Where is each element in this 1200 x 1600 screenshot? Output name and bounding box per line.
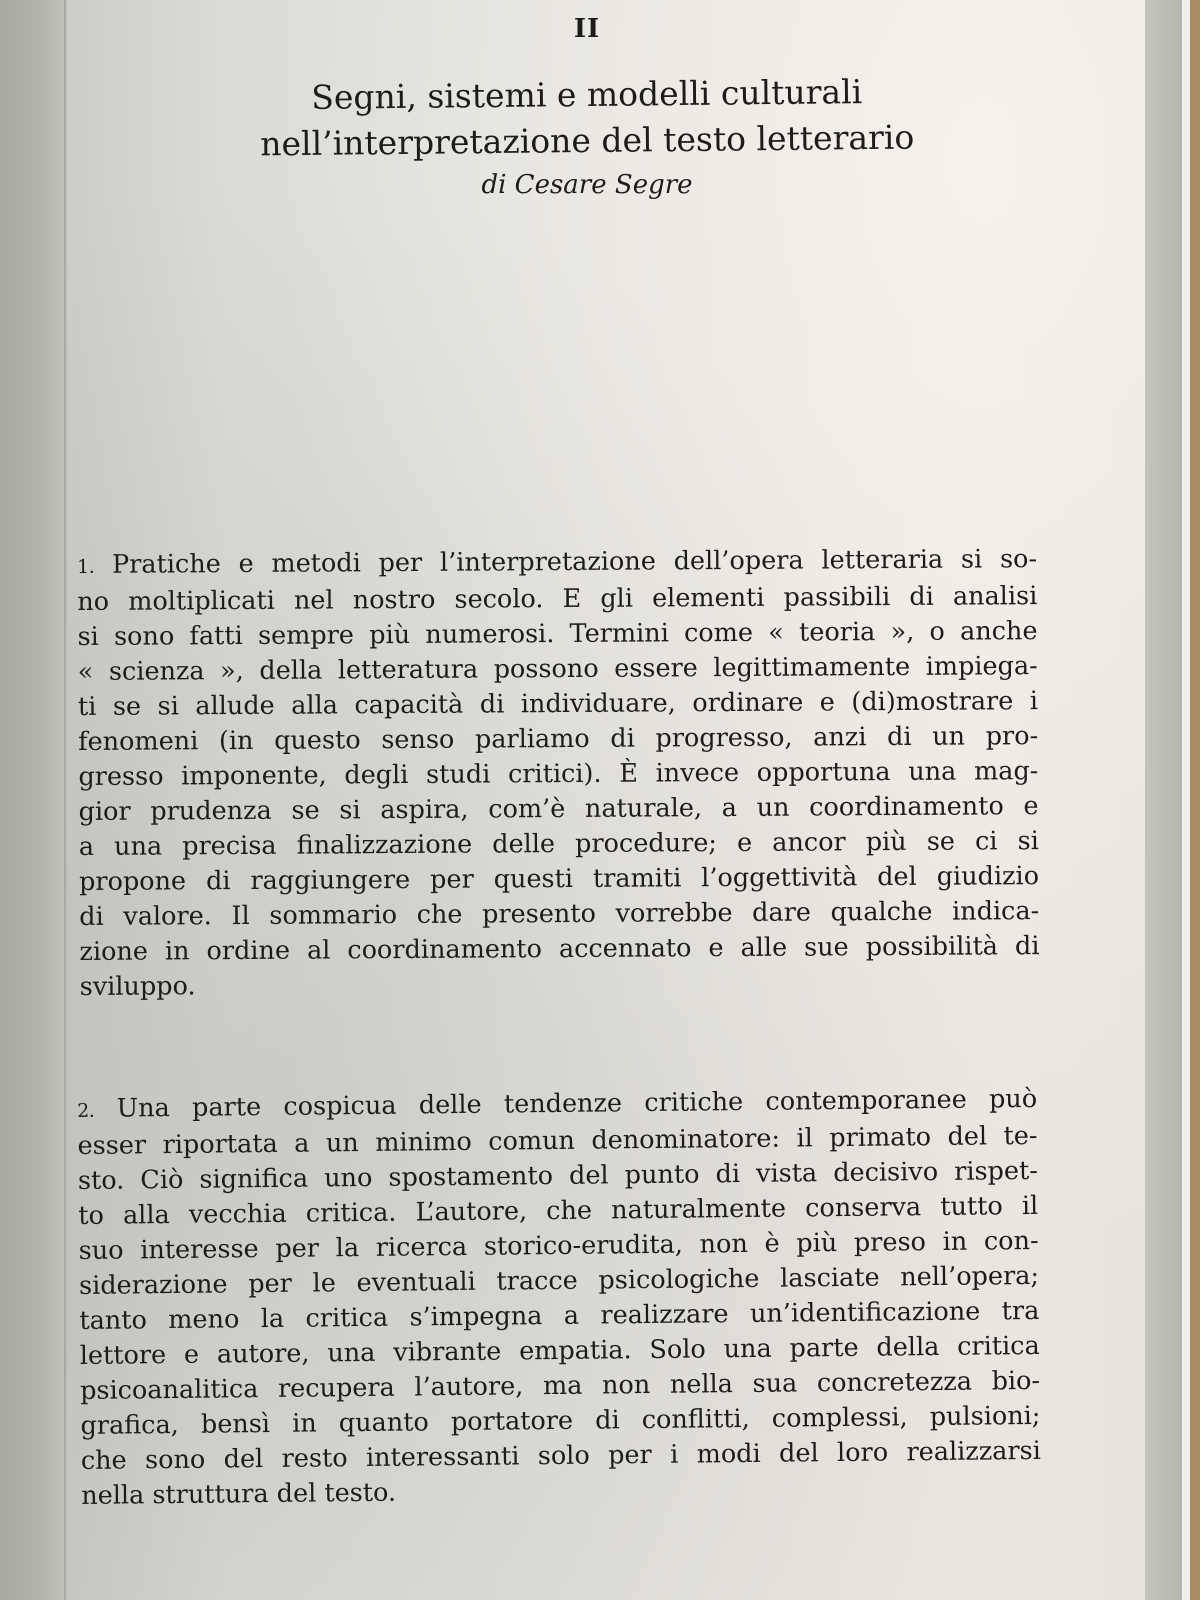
book-page [67, 0, 1145, 1600]
paragraph-1 [77, 542, 1040, 1005]
paragraph-line: gresso imponente, degli studi critici). È invece opportuna una mag- [78, 756, 1039, 792]
table-surface [1190, 0, 1200, 1600]
paragraph-line: nella struttura del testo. [81, 1477, 397, 1511]
paragraph-line [77, 542, 1037, 585]
paragraph-line: a una precisa finalizzazione delle procedure; e ancor più se ci si [78, 826, 1039, 862]
paragraph-line: ti se si allude alla capacità di individuare, ordinare e (di)mostrare i [77, 686, 1039, 722]
author-byline: di Cesare Segre [481, 170, 693, 200]
paragraph-line: fenomeni (in questo senso parliamo di progresso, anzi di un pro- [78, 721, 1039, 757]
paragraph-2 [77, 1082, 1041, 1514]
chapter-number: II [573, 14, 601, 44]
title-line: nell’interpretazione del testo letterario [260, 117, 915, 164]
paragraph-line: sviluppo. [79, 971, 196, 1002]
page-edge-highlight [1182, 0, 1190, 1600]
paragraph-line: psicoanalitica recupera l’autore, ma non nella sua concretezza bio- [79, 1365, 1041, 1406]
paragraph-line: esser riportata a un minimo comun denominatore: il primato del te- [77, 1120, 1038, 1161]
paragraph-line: zione in ordine al coordinamento accennato e alle sue possibilità di [79, 931, 1040, 967]
paragraph-line: sto. Ciò significa uno spostamento del punto di vista decisivo rispet- [77, 1155, 1039, 1196]
line-text: Una parte cospicua delle tendenze critiche contemporanee può [116, 1083, 1038, 1124]
paragraph-line: di valore. Il sommario che presento vorrebbe dare qualche indica- [79, 896, 1040, 932]
paragraph-line: « scienza », della letteratura possono essere legittimamente impiega- [77, 651, 1038, 687]
paragraph-number: 1. [77, 555, 95, 578]
paragraph-line: siderazione per le eventuali tracce psicologiche lasciate nell’opera; [78, 1260, 1040, 1301]
paragraph-line: to alla vecchia critica. L’autore, che naturalmente conserva tutto il [78, 1190, 1039, 1231]
line-text: Pratiche e metodi per l’interpretazione dell’opera letteraria si so- [111, 544, 1038, 580]
paragraph-line: tanto meno la critica s’impegna a realizzare un’identificazione tra [79, 1295, 1040, 1336]
paragraph-line: gior prudenza se si aspira, com’è naturale, a un coordinamento e [78, 791, 1039, 827]
paragraph-number: 2. [77, 1099, 95, 1122]
chapter-title [67, 67, 1108, 170]
page-edge [1145, 0, 1185, 1600]
title-line: Segni, sistemi e modelli culturali [311, 72, 863, 117]
paragraph-line: propone di raggiungere per questi tramiti l’oggettività del giudizio [78, 861, 1040, 897]
paragraph-line: lettore e autore, una vibrante empatia. Solo una parte della critica [79, 1330, 1040, 1371]
paragraph-line: si sono fatti sempre più numerosi. Termini come « teoria », o anche [77, 616, 1038, 652]
paragraph-line: suo interesse per la ricerca storico-erudita, non è più preso in con- [78, 1225, 1039, 1266]
paragraph-line: no moltiplicati nel nostro secolo. E gli elementi passibili di analisi [77, 581, 1038, 617]
paragraph-line: grafica, bensì in quanto portatore di conflitti, complessi, pulsioni; [80, 1400, 1041, 1441]
paragraph-line: che sono del resto interessanti solo per i modi del loro realizzarsi [80, 1435, 1041, 1476]
